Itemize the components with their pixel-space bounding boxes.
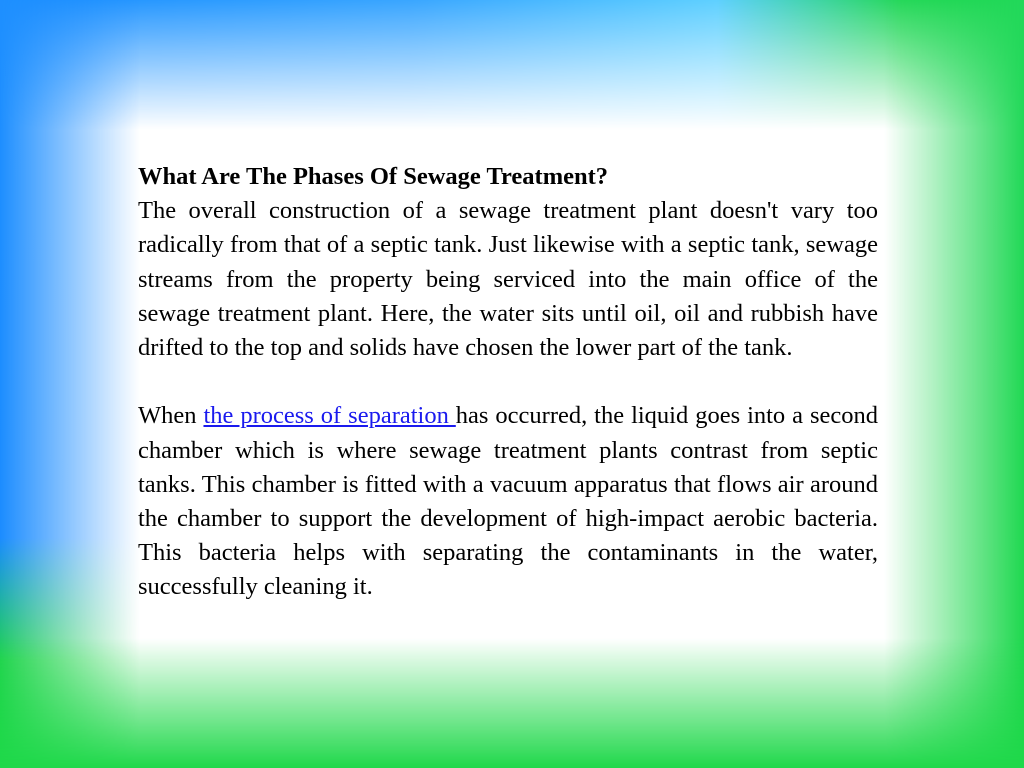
paragraph-2-rest: has occurred, the liquid goes into a second chamber which is where sewage treatment plants contrast from septic tanks. This chamber is fitted with a vacuum apparatus that flows air around the chamber to support the development of high-impact aerobic bacteria. This bacteria helps with separating the contaminants in the water, successfully cleaning it.: [138, 402, 879, 601]
paragraph-2-lead: When: [138, 402, 204, 430]
separation-process-link[interactable]: the process of separation: [203, 402, 456, 430]
paragraph-2: [138, 399, 878, 604]
gradient-border-top: [0, 0, 1024, 130]
gradient-border-bottom: [0, 638, 1024, 768]
slide-content: [138, 160, 878, 605]
paragraph-1: The overall construction of a sewage treatment plant doesn't vary too radically from that of a septic tank. Just likewise with a septic tank, sewage streams from the property being serviced into the main office of the sewage treatment plant. Here, the water sits until oil, oil and rubbish have drifted to the top and solids have chosen the lower part of the tank.: [138, 197, 878, 362]
slide-heading: What Are The Phases Of Sewage Treatment?: [138, 163, 609, 190]
